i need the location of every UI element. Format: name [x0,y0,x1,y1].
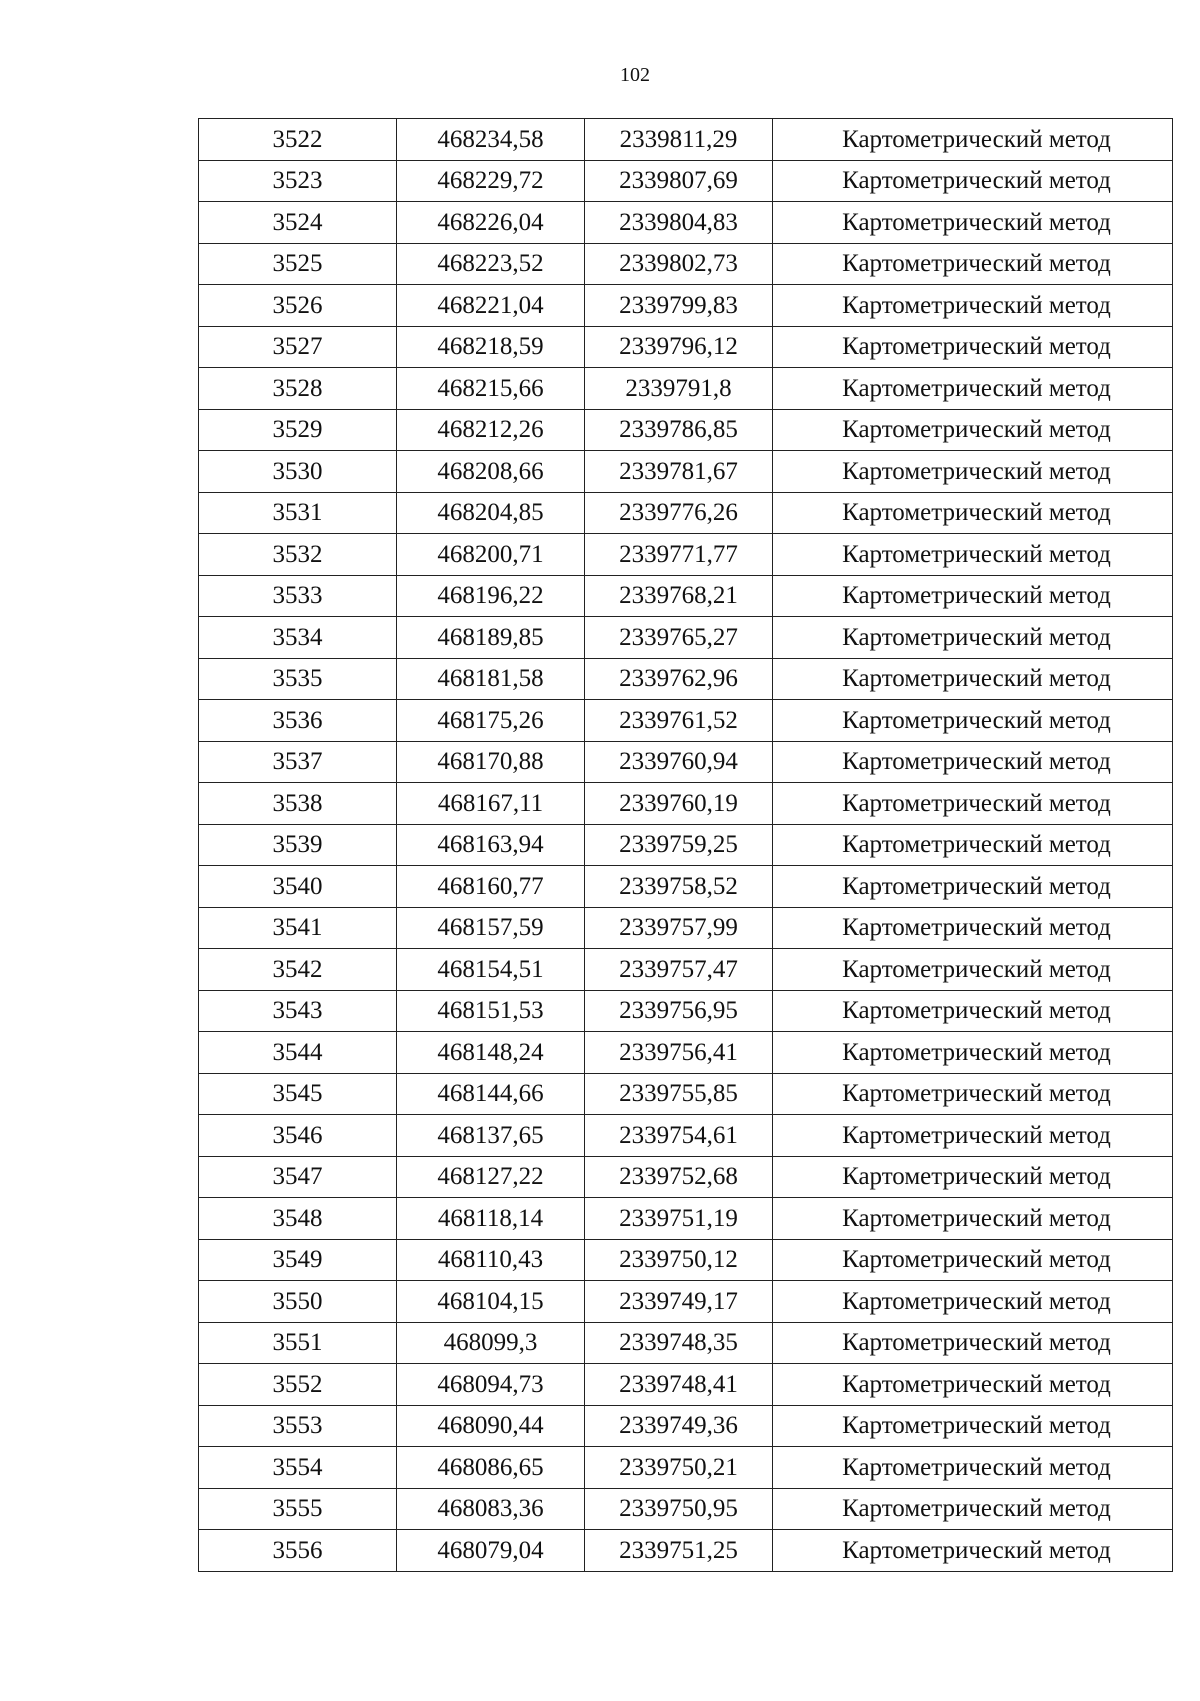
x-coordinate-cell: 468226,04 [397,202,585,244]
point-number-cell: 3535 [199,658,397,700]
y-coordinate-cell: 2339804,83 [585,202,773,244]
x-coordinate-cell: 468083,36 [397,1488,585,1530]
method-cell: Картометрический метод [773,1322,1173,1364]
x-coordinate-cell: 468086,65 [397,1447,585,1489]
method-cell: Картометрический метод [773,1156,1173,1198]
method-cell: Картометрический метод [773,658,1173,700]
y-coordinate-cell: 2339759,25 [585,824,773,866]
y-coordinate-cell: 2339771,77 [585,534,773,576]
point-number-cell: 3546 [199,1115,397,1157]
method-cell: Картометрический метод [773,202,1173,244]
table-row [199,1115,1173,1157]
table-row [199,741,1173,783]
y-coordinate-cell: 2339776,26 [585,492,773,534]
table-row [199,451,1173,493]
table-row [199,907,1173,949]
x-coordinate-cell: 468204,85 [397,492,585,534]
point-number-cell: 3554 [199,1447,397,1489]
x-coordinate-cell: 468218,59 [397,326,585,368]
x-coordinate-cell: 468208,66 [397,451,585,493]
x-coordinate-cell: 468170,88 [397,741,585,783]
method-cell: Картометрический метод [773,741,1173,783]
x-coordinate-cell: 468181,58 [397,658,585,700]
x-coordinate-cell: 468110,43 [397,1239,585,1281]
method-cell: Картометрический метод [773,368,1173,410]
y-coordinate-cell: 2339750,12 [585,1239,773,1281]
table-row [199,492,1173,534]
table-row [199,409,1173,451]
x-coordinate-cell: 468090,44 [397,1405,585,1447]
y-coordinate-cell: 2339760,94 [585,741,773,783]
method-cell: Картометрический метод [773,1364,1173,1406]
method-cell: Картометрический метод [773,1488,1173,1530]
x-coordinate-cell: 468157,59 [397,907,585,949]
y-coordinate-cell: 2339796,12 [585,326,773,368]
y-coordinate-cell: 2339765,27 [585,617,773,659]
table-row [199,1156,1173,1198]
point-number-cell: 3532 [199,534,397,576]
y-coordinate-cell: 2339749,36 [585,1405,773,1447]
x-coordinate-cell: 468148,24 [397,1032,585,1074]
point-number-cell: 3524 [199,202,397,244]
table-row [199,949,1173,991]
y-coordinate-cell: 2339752,68 [585,1156,773,1198]
table-row [199,326,1173,368]
table-row [199,990,1173,1032]
x-coordinate-cell: 468175,26 [397,700,585,742]
point-number-cell: 3555 [199,1488,397,1530]
y-coordinate-cell: 2339750,95 [585,1488,773,1530]
x-coordinate-cell: 468160,77 [397,866,585,908]
y-coordinate-cell: 2339751,19 [585,1198,773,1240]
method-cell: Картометрический метод [773,990,1173,1032]
method-cell: Картометрический метод [773,575,1173,617]
x-coordinate-cell: 468118,14 [397,1198,585,1240]
method-cell: Картометрический метод [773,1198,1173,1240]
coordinates-table [198,118,1173,1572]
point-number-cell: 3536 [199,700,397,742]
method-cell: Картометрический метод [773,119,1173,161]
y-coordinate-cell: 2339781,67 [585,451,773,493]
table-row [199,1239,1173,1281]
method-cell: Картометрический метод [773,1405,1173,1447]
table-row [199,575,1173,617]
table-row [199,617,1173,659]
y-coordinate-cell: 2339755,85 [585,1073,773,1115]
y-coordinate-cell: 2339750,21 [585,1447,773,1489]
table-row [199,700,1173,742]
method-cell: Картометрический метод [773,243,1173,285]
x-coordinate-cell: 468099,3 [397,1322,585,1364]
y-coordinate-cell: 2339761,52 [585,700,773,742]
coordinates-table-body [199,119,1173,1572]
method-cell: Картометрический метод [773,824,1173,866]
point-number-cell: 3525 [199,243,397,285]
method-cell: Картометрический метод [773,534,1173,576]
point-number-cell: 3529 [199,409,397,451]
x-coordinate-cell: 468200,71 [397,534,585,576]
method-cell: Картометрический метод [773,160,1173,202]
point-number-cell: 3522 [199,119,397,161]
table-row [199,534,1173,576]
point-number-cell: 3548 [199,1198,397,1240]
method-cell: Картометрический метод [773,866,1173,908]
table-row [199,368,1173,410]
table-row [199,1447,1173,1489]
y-coordinate-cell: 2339762,96 [585,658,773,700]
y-coordinate-cell: 2339799,83 [585,285,773,327]
y-coordinate-cell: 2339751,25 [585,1530,773,1572]
point-number-cell: 3528 [199,368,397,410]
point-number-cell: 3534 [199,617,397,659]
method-cell: Картометрический метод [773,617,1173,659]
table-row [199,285,1173,327]
table-row [199,243,1173,285]
method-cell: Картометрический метод [773,949,1173,991]
table-row [199,1405,1173,1447]
x-coordinate-cell: 468144,66 [397,1073,585,1115]
x-coordinate-cell: 468163,94 [397,824,585,866]
page-number: 102 [620,64,650,86]
method-cell: Картометрический метод [773,1239,1173,1281]
point-number-cell: 3547 [199,1156,397,1198]
point-number-cell: 3538 [199,783,397,825]
y-coordinate-cell: 2339757,99 [585,907,773,949]
x-coordinate-cell: 468215,66 [397,368,585,410]
table-row [199,1488,1173,1530]
y-coordinate-cell: 2339756,41 [585,1032,773,1074]
table-row [199,824,1173,866]
x-coordinate-cell: 468167,11 [397,783,585,825]
point-number-cell: 3543 [199,990,397,1032]
y-coordinate-cell: 2339756,95 [585,990,773,1032]
point-number-cell: 3551 [199,1322,397,1364]
x-coordinate-cell: 468094,73 [397,1364,585,1406]
method-cell: Картометрический метод [773,409,1173,451]
y-coordinate-cell: 2339768,21 [585,575,773,617]
y-coordinate-cell: 2339757,47 [585,949,773,991]
table-row [199,866,1173,908]
method-cell: Картометрический метод [773,451,1173,493]
x-coordinate-cell: 468212,26 [397,409,585,451]
point-number-cell: 3556 [199,1530,397,1572]
point-number-cell: 3523 [199,160,397,202]
x-coordinate-cell: 468127,22 [397,1156,585,1198]
x-coordinate-cell: 468079,04 [397,1530,585,1572]
y-coordinate-cell: 2339754,61 [585,1115,773,1157]
point-number-cell: 3541 [199,907,397,949]
point-number-cell: 3545 [199,1073,397,1115]
point-number-cell: 3553 [199,1405,397,1447]
x-coordinate-cell: 468234,58 [397,119,585,161]
method-cell: Картометрический метод [773,1073,1173,1115]
x-coordinate-cell: 468154,51 [397,949,585,991]
point-number-cell: 3537 [199,741,397,783]
method-cell: Картометрический метод [773,700,1173,742]
y-coordinate-cell: 2339748,41 [585,1364,773,1406]
table-row [199,1530,1173,1572]
point-number-cell: 3539 [199,824,397,866]
y-coordinate-cell: 2339802,73 [585,243,773,285]
table-row [199,783,1173,825]
method-cell: Картометрический метод [773,1281,1173,1323]
method-cell: Картометрический метод [773,1530,1173,1572]
x-coordinate-cell: 468189,85 [397,617,585,659]
method-cell: Картометрический метод [773,326,1173,368]
point-number-cell: 3527 [199,326,397,368]
table-row [199,1322,1173,1364]
point-number-cell: 3540 [199,866,397,908]
method-cell: Картометрический метод [773,1032,1173,1074]
point-number-cell: 3533 [199,575,397,617]
point-number-cell: 3530 [199,451,397,493]
point-number-cell: 3552 [199,1364,397,1406]
method-cell: Картометрический метод [773,1447,1173,1489]
table-row [199,160,1173,202]
table-row [199,1073,1173,1115]
y-coordinate-cell: 2339749,17 [585,1281,773,1323]
x-coordinate-cell: 468229,72 [397,160,585,202]
table-row [199,119,1173,161]
point-number-cell: 3526 [199,285,397,327]
y-coordinate-cell: 2339758,52 [585,866,773,908]
method-cell: Картометрический метод [773,285,1173,327]
table-row [199,1364,1173,1406]
table-row [199,1198,1173,1240]
x-coordinate-cell: 468104,15 [397,1281,585,1323]
point-number-cell: 3542 [199,949,397,991]
y-coordinate-cell: 2339748,35 [585,1322,773,1364]
table-row [199,1032,1173,1074]
y-coordinate-cell: 2339811,29 [585,119,773,161]
y-coordinate-cell: 2339807,69 [585,160,773,202]
y-coordinate-cell: 2339791,8 [585,368,773,410]
table-row [199,202,1173,244]
x-coordinate-cell: 468221,04 [397,285,585,327]
table-row [199,658,1173,700]
method-cell: Картометрический метод [773,783,1173,825]
point-number-cell: 3549 [199,1239,397,1281]
x-coordinate-cell: 468196,22 [397,575,585,617]
method-cell: Картометрический метод [773,1115,1173,1157]
x-coordinate-cell: 468151,53 [397,990,585,1032]
point-number-cell: 3544 [199,1032,397,1074]
point-number-cell: 3550 [199,1281,397,1323]
x-coordinate-cell: 468223,52 [397,243,585,285]
method-cell: Картометрический метод [773,492,1173,534]
method-cell: Картометрический метод [773,907,1173,949]
point-number-cell: 3531 [199,492,397,534]
y-coordinate-cell: 2339760,19 [585,783,773,825]
x-coordinate-cell: 468137,65 [397,1115,585,1157]
y-coordinate-cell: 2339786,85 [585,409,773,451]
table-row [199,1281,1173,1323]
